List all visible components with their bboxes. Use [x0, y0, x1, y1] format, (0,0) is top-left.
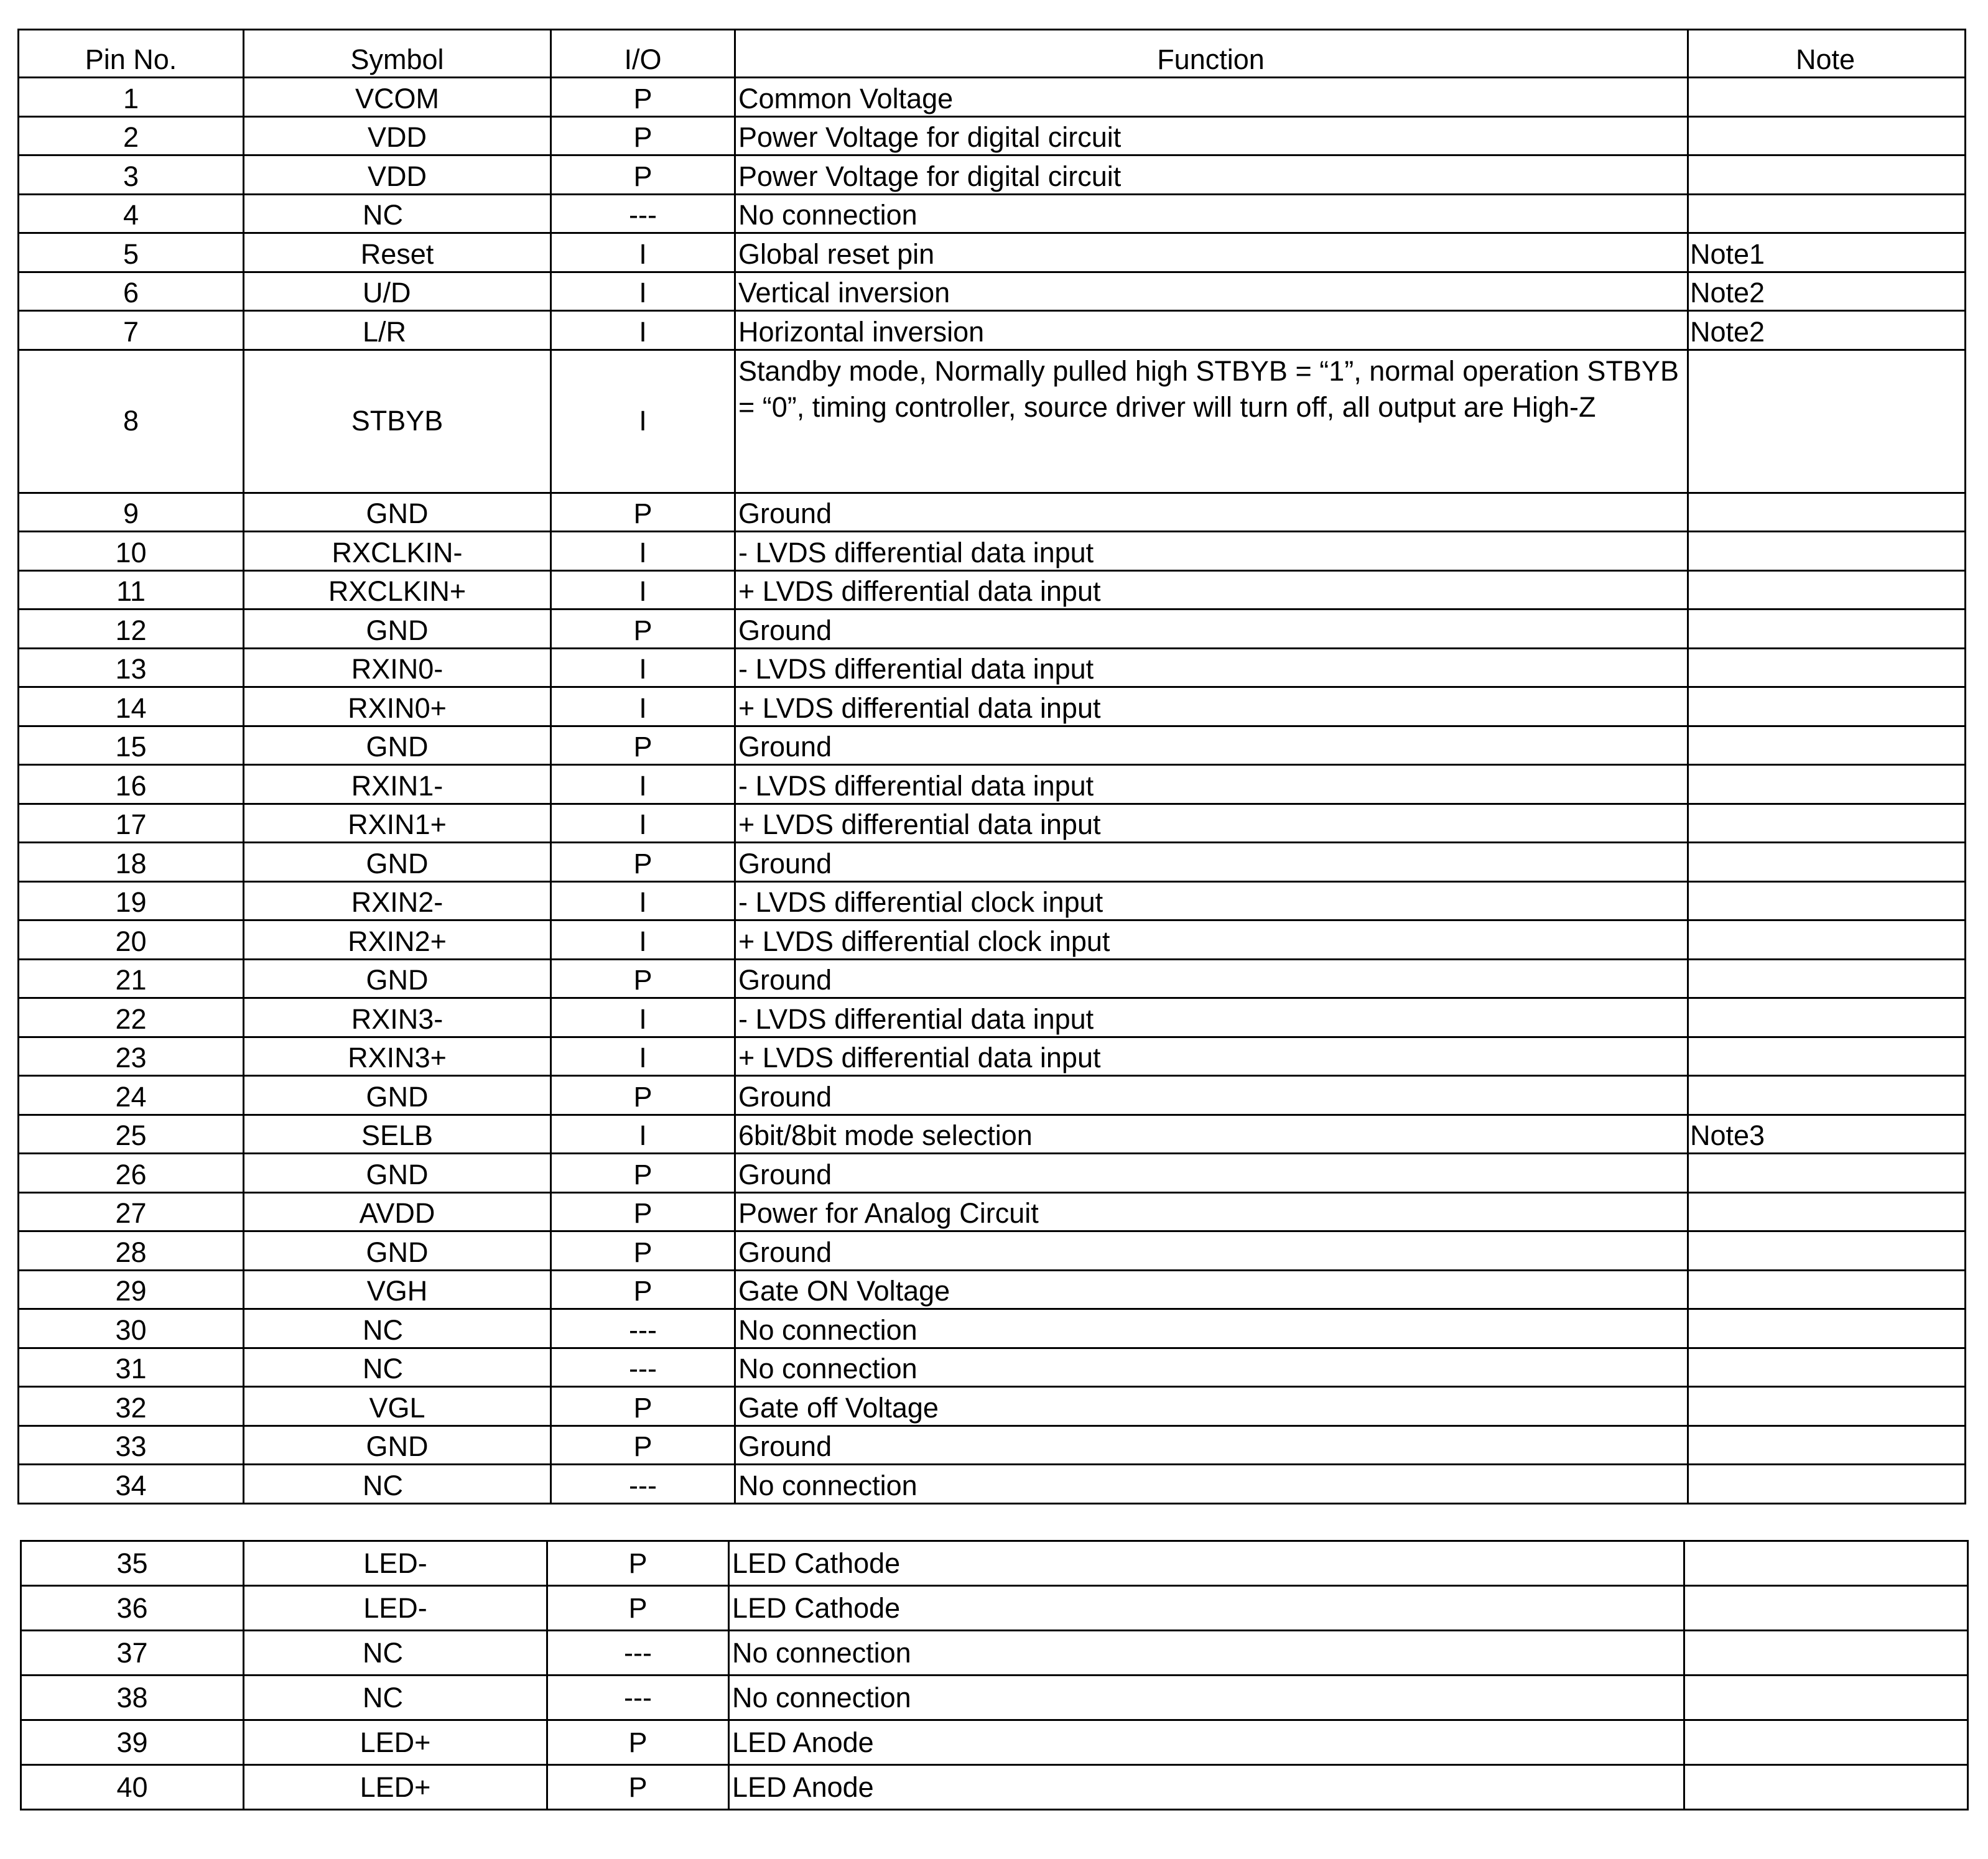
io-cell: P	[551, 959, 735, 998]
io-cell: I	[551, 570, 735, 610]
pin-number-cell: 10	[19, 532, 244, 571]
note-cell	[1688, 1192, 1966, 1231]
function-cell: No connection	[735, 194, 1688, 233]
pin-number-cell: 28	[19, 1231, 244, 1271]
note-cell: Note2	[1688, 311, 1966, 350]
symbol-cell: STBYB	[244, 350, 551, 493]
note-cell	[1688, 194, 1966, 233]
pin-number-cell: 1	[19, 78, 244, 117]
function-cell: - LVDS differential data input	[735, 765, 1688, 804]
note-cell	[1688, 1426, 1966, 1465]
function-cell: No connection	[729, 1676, 1684, 1720]
pin-number-cell: 29	[19, 1270, 244, 1309]
table-row	[21, 1586, 1968, 1631]
io-cell: ---	[547, 1676, 729, 1720]
function-cell: No connection	[729, 1631, 1684, 1676]
table-row	[19, 804, 1966, 843]
pin-number-cell: 21	[19, 959, 244, 998]
pin-number-cell: 37	[21, 1631, 244, 1676]
function-cell: Ground	[735, 1426, 1688, 1465]
io-cell: P	[547, 1586, 729, 1631]
symbol-cell: RXIN3-	[244, 998, 551, 1037]
symbol-cell: L/R	[244, 311, 551, 350]
io-cell: I	[551, 350, 735, 493]
function-cell: Gate ON Voltage	[735, 1270, 1688, 1309]
table-row	[19, 920, 1966, 960]
symbol-cell: GND	[244, 959, 551, 998]
io-cell: P	[551, 1192, 735, 1231]
table-row	[19, 1387, 1966, 1426]
table-row	[19, 1231, 1966, 1271]
function-cell: Common Voltage	[735, 78, 1688, 117]
io-cell: I	[551, 233, 735, 272]
io-cell: P	[547, 1541, 729, 1586]
note-cell	[1688, 1270, 1966, 1309]
note-cell	[1688, 804, 1966, 843]
table-row	[19, 726, 1966, 765]
pin-table-main	[17, 29, 1966, 1504]
table-row	[19, 610, 1966, 649]
table-row	[19, 1309, 1966, 1348]
table-row	[19, 194, 1966, 233]
table-row	[19, 1348, 1966, 1387]
table-row	[21, 1676, 1968, 1720]
function-cell: Global reset pin	[735, 233, 1688, 272]
function-cell: Power for Analog Circuit	[735, 1192, 1688, 1231]
table-row	[21, 1765, 1968, 1810]
function-cell: - LVDS differential data input	[735, 532, 1688, 571]
symbol-cell: RXIN0-	[244, 648, 551, 687]
io-cell: I	[551, 648, 735, 687]
pin-number-cell: 25	[19, 1115, 244, 1154]
function-cell: Standby mode, Normally pulled high STBYB = “1”, normal operation STBYB = “0”, timing controller, source driver will turn off, all output are High-Z	[735, 350, 1688, 493]
note-cell	[1688, 843, 1966, 882]
io-cell: I	[551, 1115, 735, 1154]
pin-number-cell: 3	[19, 155, 244, 195]
io-cell: ---	[551, 1348, 735, 1387]
function-cell: No connection	[735, 1465, 1688, 1504]
pin-table-led	[20, 1540, 1969, 1810]
pin-number-cell: 15	[19, 726, 244, 765]
note-cell	[1688, 570, 1966, 610]
table-row	[19, 116, 1966, 155]
function-cell: Power Voltage for digital circuit	[735, 116, 1688, 155]
function-cell: Ground	[735, 610, 1688, 649]
table-row	[19, 998, 1966, 1037]
function-cell: LED Anode	[729, 1765, 1684, 1810]
symbol-cell: VDD	[244, 116, 551, 155]
note-cell	[1688, 959, 1966, 998]
symbol-cell: GND	[244, 1154, 551, 1193]
pin-number-cell: 9	[19, 493, 244, 532]
function-cell: - LVDS differential clock input	[735, 881, 1688, 920]
pin-number-cell: 22	[19, 998, 244, 1037]
table-row	[19, 648, 1966, 687]
io-cell: P	[547, 1765, 729, 1810]
symbol-cell: GND	[244, 1076, 551, 1115]
table-row	[19, 843, 1966, 882]
symbol-cell: GND	[244, 610, 551, 649]
note-cell	[1688, 1037, 1966, 1076]
note-cell	[1688, 1231, 1966, 1271]
io-cell: I	[551, 920, 735, 960]
function-cell: No connection	[735, 1348, 1688, 1387]
pin-number-cell: 17	[19, 804, 244, 843]
io-cell: I	[551, 311, 735, 350]
symbol-cell: AVDD	[244, 1192, 551, 1231]
note-cell	[1684, 1720, 1968, 1765]
pin-number-cell: 32	[19, 1387, 244, 1426]
pin-number-cell: 12	[19, 610, 244, 649]
note-cell	[1684, 1586, 1968, 1631]
io-cell: ---	[551, 1465, 735, 1504]
note-cell	[1688, 1465, 1966, 1504]
pin-number-cell: 30	[19, 1309, 244, 1348]
pin-number-cell: 40	[21, 1765, 244, 1810]
table-row	[19, 272, 1966, 311]
function-cell: Gate off Voltage	[735, 1387, 1688, 1426]
note-cell	[1684, 1631, 1968, 1676]
io-cell: ---	[547, 1631, 729, 1676]
io-cell: P	[551, 1231, 735, 1271]
note-cell	[1684, 1676, 1968, 1720]
table-row	[19, 233, 1966, 272]
io-cell: P	[551, 493, 735, 532]
pin-number-cell: 20	[19, 920, 244, 960]
pin-number-cell: 31	[19, 1348, 244, 1387]
io-cell: P	[551, 1270, 735, 1309]
table-header-row	[19, 30, 1966, 78]
io-cell: P	[551, 1387, 735, 1426]
pin-number-cell: 24	[19, 1076, 244, 1115]
pin-number-cell: 13	[19, 648, 244, 687]
symbol-cell: RXCLKIN+	[244, 570, 551, 610]
function-cell: - LVDS differential data input	[735, 998, 1688, 1037]
symbol-cell: RXIN0+	[244, 687, 551, 726]
symbol-cell: GND	[244, 1231, 551, 1271]
function-cell: + LVDS differential data input	[735, 1037, 1688, 1076]
note-cell	[1688, 350, 1966, 493]
symbol-cell: VGL	[244, 1387, 551, 1426]
function-cell: + LVDS differential clock input	[735, 920, 1688, 960]
io-cell: P	[551, 726, 735, 765]
symbol-cell: NC	[244, 1676, 547, 1720]
symbol-cell: Reset	[244, 233, 551, 272]
pin-number-cell: 18	[19, 843, 244, 882]
io-cell: I	[551, 998, 735, 1037]
pin-number-cell: 38	[21, 1676, 244, 1720]
table-row	[19, 78, 1966, 117]
note-cell	[1688, 78, 1966, 117]
table-row	[19, 155, 1966, 195]
function-cell: Ground	[735, 843, 1688, 882]
table-row	[19, 687, 1966, 726]
pin-number-cell: 33	[19, 1426, 244, 1465]
io-cell: I	[551, 1037, 735, 1076]
symbol-cell: GND	[244, 843, 551, 882]
pin-number-cell: 8	[19, 350, 244, 493]
note-cell: Note2	[1688, 272, 1966, 311]
table-row	[19, 1076, 1966, 1115]
table-row	[19, 1115, 1966, 1154]
pin-number-cell: 23	[19, 1037, 244, 1076]
symbol-cell: RXIN1-	[244, 765, 551, 804]
symbol-cell: GND	[244, 726, 551, 765]
note-cell	[1688, 1387, 1966, 1426]
note-cell	[1688, 1348, 1966, 1387]
symbol-cell: LED+	[244, 1720, 547, 1765]
table-row	[19, 1154, 1966, 1193]
table-row	[19, 311, 1966, 350]
note-cell: Note3	[1688, 1115, 1966, 1154]
io-cell: ---	[551, 194, 735, 233]
note-cell	[1688, 726, 1966, 765]
function-cell: Ground	[735, 1076, 1688, 1115]
note-cell	[1688, 1309, 1966, 1348]
pin-number-cell: 6	[19, 272, 244, 311]
function-cell: Ground	[735, 959, 1688, 998]
note-cell	[1688, 1154, 1966, 1193]
function-cell: Ground	[735, 493, 1688, 532]
symbol-cell: LED+	[244, 1765, 547, 1810]
table-row	[19, 1465, 1966, 1504]
function-cell: Horizontal inversion	[735, 311, 1688, 350]
pin-number-cell: 14	[19, 687, 244, 726]
io-cell: P	[551, 610, 735, 649]
note-cell	[1684, 1541, 1968, 1586]
function-cell: + LVDS differential data input	[735, 687, 1688, 726]
function-cell: - LVDS differential data input	[735, 648, 1688, 687]
symbol-cell: NC	[244, 1348, 551, 1387]
note-cell	[1688, 610, 1966, 649]
note-cell	[1688, 648, 1966, 687]
symbol-cell: VDD	[244, 155, 551, 195]
symbol-cell: U/D	[244, 272, 551, 311]
header-pin-no: Pin No.	[19, 30, 244, 78]
io-cell: P	[551, 1154, 735, 1193]
header-io: I/O	[551, 30, 735, 78]
function-cell: Power Voltage for digital circuit	[735, 155, 1688, 195]
symbol-cell: RXCLKIN-	[244, 532, 551, 571]
function-cell: + LVDS differential data input	[735, 804, 1688, 843]
pin-number-cell: 26	[19, 1154, 244, 1193]
io-cell: I	[551, 687, 735, 726]
note-cell	[1688, 998, 1966, 1037]
note-cell	[1688, 687, 1966, 726]
pin-number-cell: 11	[19, 570, 244, 610]
table-row	[19, 959, 1966, 998]
symbol-cell: RXIN1+	[244, 804, 551, 843]
table-row	[21, 1541, 1968, 1586]
note-cell	[1688, 155, 1966, 195]
table-row	[19, 765, 1966, 804]
io-cell: P	[551, 843, 735, 882]
header-note: Note	[1688, 30, 1966, 78]
pin-number-cell: 7	[19, 311, 244, 350]
pin-number-cell: 27	[19, 1192, 244, 1231]
io-cell: I	[551, 532, 735, 571]
function-cell: LED Cathode	[729, 1541, 1684, 1586]
function-cell: LED Cathode	[729, 1586, 1684, 1631]
note-cell: Note1	[1688, 233, 1966, 272]
table-row	[19, 1192, 1966, 1231]
io-cell: P	[551, 78, 735, 117]
io-cell: P	[547, 1720, 729, 1765]
function-cell: 6bit/8bit mode selection	[735, 1115, 1688, 1154]
note-cell	[1688, 881, 1966, 920]
note-cell	[1688, 765, 1966, 804]
symbol-cell: SELB	[244, 1115, 551, 1154]
io-cell: P	[551, 1076, 735, 1115]
pin-number-cell: 39	[21, 1720, 244, 1765]
table-row	[19, 532, 1966, 571]
symbol-cell: LED-	[244, 1541, 547, 1586]
table-row	[19, 1426, 1966, 1465]
io-cell: P	[551, 155, 735, 195]
pin-number-cell: 16	[19, 765, 244, 804]
function-cell: Ground	[735, 726, 1688, 765]
pin-number-cell: 5	[19, 233, 244, 272]
symbol-cell: NC	[244, 1631, 547, 1676]
note-cell	[1688, 493, 1966, 532]
pin-number-cell: 2	[19, 116, 244, 155]
io-cell: I	[551, 881, 735, 920]
table-row	[19, 881, 1966, 920]
table-row	[19, 1037, 1966, 1076]
pin-number-cell: 4	[19, 194, 244, 233]
header-function: Function	[735, 30, 1688, 78]
note-cell	[1688, 116, 1966, 155]
symbol-cell: NC	[244, 1465, 551, 1504]
pin-number-cell: 34	[19, 1465, 244, 1504]
io-cell: I	[551, 765, 735, 804]
pin-number-cell: 35	[21, 1541, 244, 1586]
table-row	[21, 1720, 1968, 1765]
table-row	[19, 493, 1966, 532]
table-row	[21, 1631, 1968, 1676]
symbol-cell: GND	[244, 1426, 551, 1465]
note-cell	[1684, 1765, 1968, 1810]
symbol-cell: RXIN2+	[244, 920, 551, 960]
function-cell: Ground	[735, 1154, 1688, 1193]
io-cell: I	[551, 804, 735, 843]
pin-number-cell: 19	[19, 881, 244, 920]
io-cell: P	[551, 1426, 735, 1465]
pin-number-cell: 36	[21, 1586, 244, 1631]
table-row	[19, 1270, 1966, 1309]
table-row	[19, 350, 1966, 493]
symbol-cell: NC	[244, 1309, 551, 1348]
function-cell: Ground	[735, 1231, 1688, 1271]
function-cell: LED Anode	[729, 1720, 1684, 1765]
note-cell	[1688, 532, 1966, 571]
note-cell	[1688, 1076, 1966, 1115]
symbol-cell: LED-	[244, 1586, 547, 1631]
symbol-cell: RXIN3+	[244, 1037, 551, 1076]
header-symbol: Symbol	[244, 30, 551, 78]
function-cell: + LVDS differential data input	[735, 570, 1688, 610]
io-cell: I	[551, 272, 735, 311]
io-cell: ---	[551, 1309, 735, 1348]
function-cell: No connection	[735, 1309, 1688, 1348]
symbol-cell: NC	[244, 194, 551, 233]
io-cell: P	[551, 116, 735, 155]
symbol-cell: GND	[244, 493, 551, 532]
symbol-cell: RXIN2-	[244, 881, 551, 920]
symbol-cell: VCOM	[244, 78, 551, 117]
table-row	[19, 570, 1966, 610]
function-cell: Vertical inversion	[735, 272, 1688, 311]
note-cell	[1688, 920, 1966, 960]
symbol-cell: VGH	[244, 1270, 551, 1309]
